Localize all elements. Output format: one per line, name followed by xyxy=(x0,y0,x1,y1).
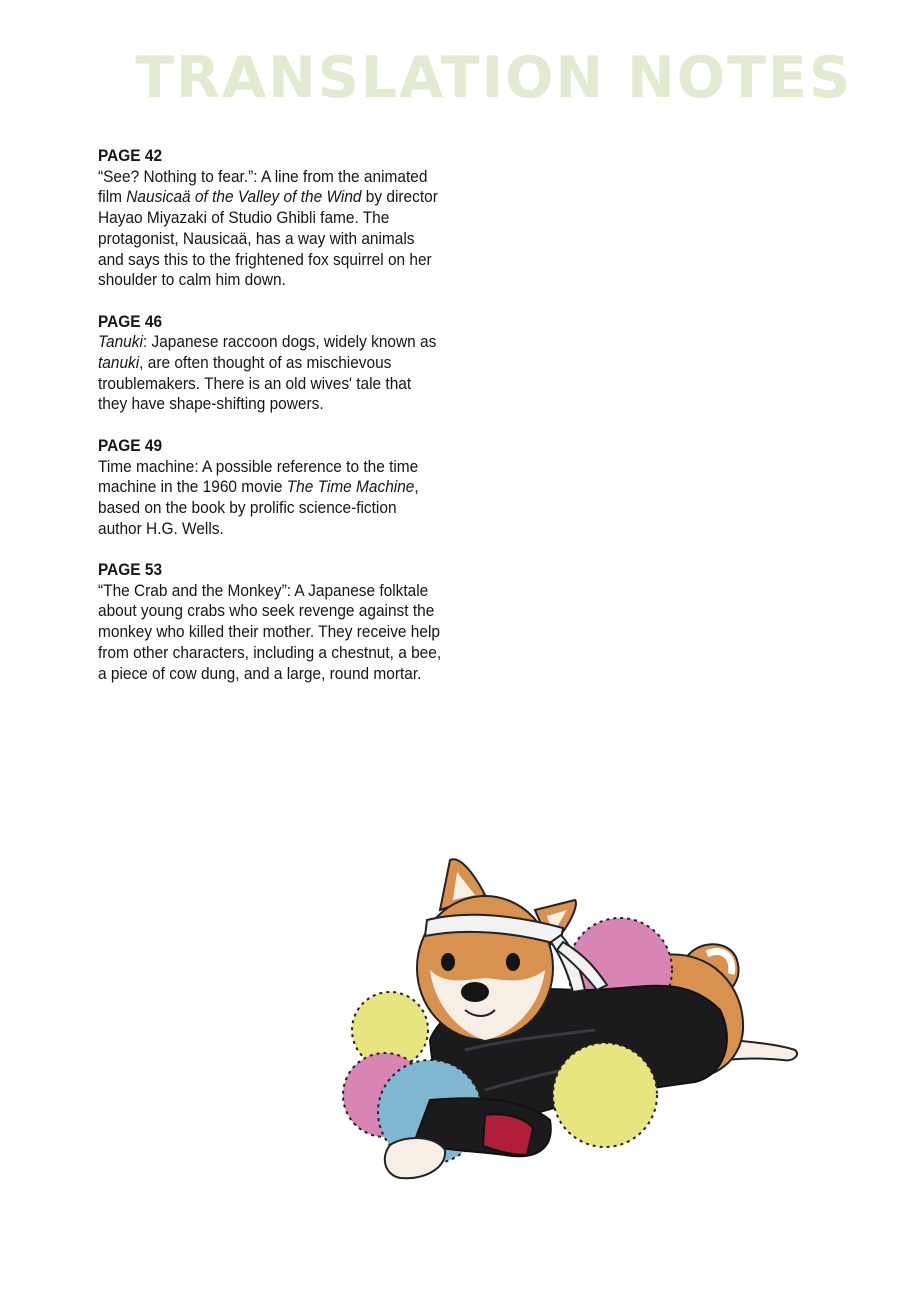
note-text: Time machine: A possible reference to the time machine in the 1960 movie xyxy=(98,456,419,497)
page-title: TRANSLATION NOTES xyxy=(135,45,852,111)
note-body xyxy=(98,457,442,540)
note-text: , are often thought of as mischievous troublemakers. There is an old wives' tale that they have shape-shifting powers. xyxy=(98,353,412,414)
note-item xyxy=(98,146,442,291)
note-text: : Japanese raccoon dogs, widely known as xyxy=(142,332,437,352)
note-body xyxy=(98,581,442,685)
yellow-pompom-right xyxy=(553,1043,657,1147)
shiba-cheerleader-illustration xyxy=(335,850,805,1195)
note-text: “The Crab and the Monkey”: A Japanese folktale about young crabs who seek revenge against the monkey who killed their mother. They receive help from other characters, including a chestnut, a bee, a piece of cow dung, and a large, round mortar. xyxy=(98,580,442,683)
italic-title-text: The Time Machine xyxy=(286,477,415,497)
note-text: by director Hayao Miyazaki of Studio Ghibli fame. The protagonist, Nausicaä, has a way with animals and says this to the frightened fox squirrel on her shoulder to calm him down. xyxy=(98,187,438,290)
note-body xyxy=(98,332,442,415)
note-heading: PAGE 46 xyxy=(98,311,163,331)
italic-title-text: Tanuki xyxy=(98,332,143,352)
note-text: “See? Nothing to fear.”: A line from the animated film xyxy=(98,166,428,207)
note-item xyxy=(98,312,442,416)
translation-notes-list xyxy=(98,146,442,705)
note-body xyxy=(98,167,442,291)
note-heading: PAGE 53 xyxy=(98,560,163,580)
note-item xyxy=(98,436,442,540)
italic-title-text: tanuki xyxy=(98,353,140,373)
note-heading: PAGE 49 xyxy=(98,435,163,455)
italic-title-text: Nausicaä of the Valley of the Wind xyxy=(126,187,362,207)
note-heading: PAGE 42 xyxy=(98,146,163,165)
note-text: , based on the book by prolific science-fiction author H.G. Wells. xyxy=(98,477,419,538)
note-item xyxy=(98,560,442,684)
